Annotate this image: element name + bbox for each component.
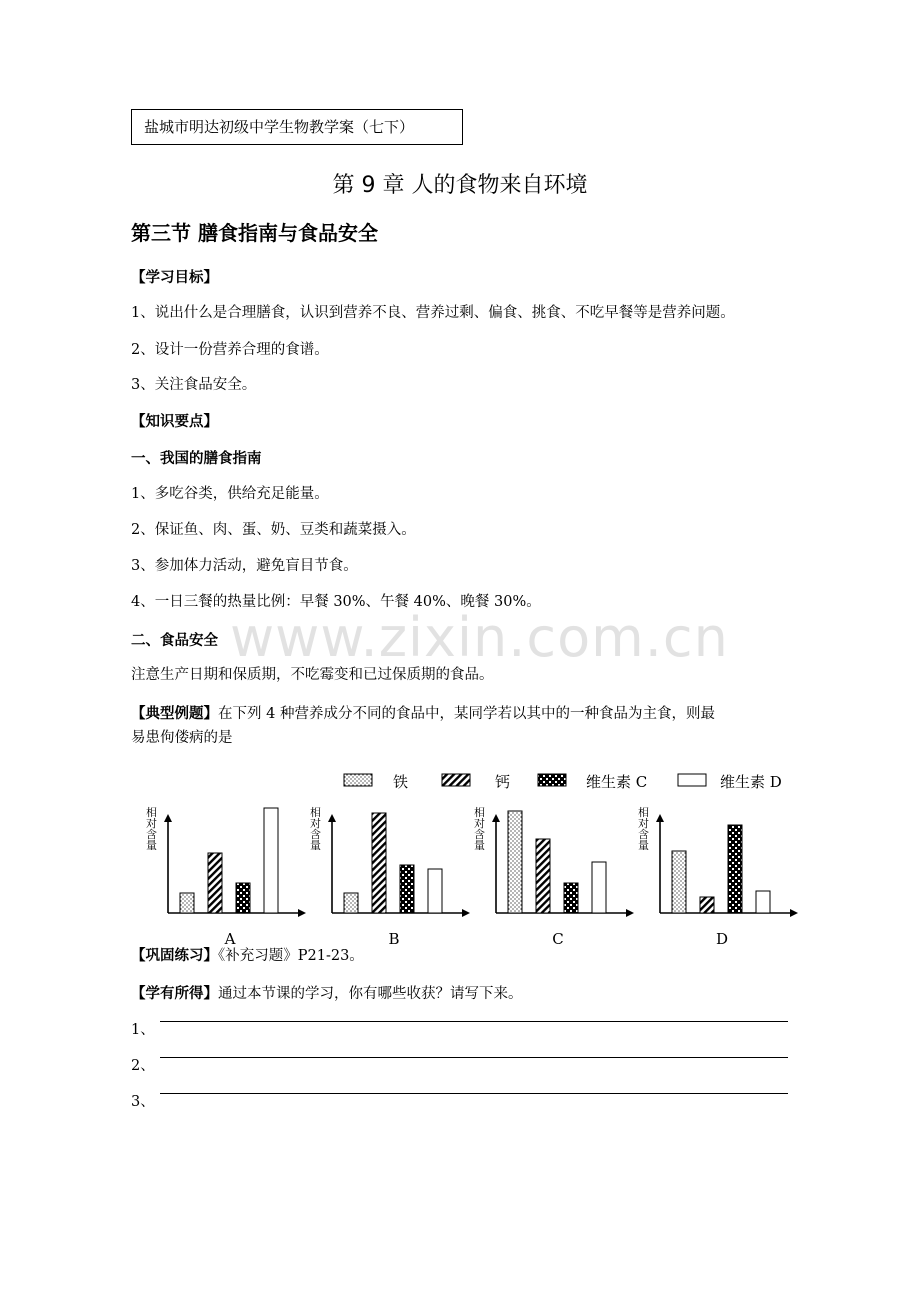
answer-line-1[interactable] [160, 1021, 788, 1022]
y-axis-label-char: 含 [146, 828, 157, 841]
y-axis-label-char: 量 [474, 839, 485, 852]
bar-a-3 [236, 883, 250, 913]
y-axis-label-char: 相 [638, 806, 649, 819]
example-line2: 易患佝偻病的是 [131, 730, 233, 746]
chapter-title: 第 9 章 人的食物来自环境 [332, 173, 588, 198]
y-axis-label-char: 量 [310, 839, 321, 852]
answer-line-3[interactable] [160, 1093, 788, 1094]
legend-label: 钙 [495, 773, 511, 791]
knowledge-heading: 【知识要点】 [131, 414, 218, 430]
y-axis-label-char: 对 [474, 817, 485, 830]
gains-heading: 【学有所得】 [131, 986, 218, 1002]
answer-label-2: 2、 [131, 1058, 155, 1074]
panel-label: B [388, 930, 400, 948]
bar-d-1 [672, 851, 686, 913]
knowledge-item: 3、参加体力活动，避免盲目节食。 [131, 558, 358, 574]
y-axis-label-char: 含 [474, 828, 485, 841]
example-line1 [131, 704, 715, 724]
bar-c-3 [564, 883, 578, 913]
section-title: 第三节 膳食指南与食品安全 [131, 221, 378, 245]
legend-label: 铁 [393, 773, 409, 791]
answer-label-3: 3、 [131, 1094, 155, 1110]
bar-c-4 [592, 862, 606, 913]
bar-d-3 [728, 825, 742, 913]
answer-label-1: 1、 [131, 1022, 155, 1038]
y-axis-label-char: 相 [310, 806, 321, 819]
knowledge-item: 2、保证鱼、肉、蛋、奶、豆类和蔬菜摄入。 [131, 522, 416, 538]
knowledge-item: 4、一日三餐的热量比例：早餐 30%、午餐 40%、晚餐 30%。 [131, 594, 541, 610]
bar-a-4 [264, 808, 278, 913]
objectives-heading: 【学习目标】 [131, 270, 218, 286]
chart-panel-c [474, 805, 632, 948]
panel-label: D [715, 930, 729, 948]
knowledge-part2-title: 二、食品安全 [131, 633, 218, 649]
knowledge-part2-text: 注意生产日期和保质期，不吃霉变和已过保质期的食品。 [131, 667, 494, 683]
chart-panels [146, 805, 796, 948]
chart-panel-b [310, 805, 468, 948]
bar-a-2 [208, 853, 222, 913]
panel-label: C [552, 930, 564, 948]
header-box: 盐城市明达初级中学生物教学案（七下） [131, 109, 463, 145]
watermark: www.zixin.com.cn [230, 606, 729, 669]
legend-swatch [344, 774, 372, 786]
legend-swatch [538, 774, 566, 786]
example-heading: 【典型例题】 [131, 706, 218, 722]
knowledge-item: 1、多吃谷类，供给充足能量。 [131, 486, 329, 502]
chart-panel-a [146, 805, 304, 948]
practice-line [131, 946, 364, 966]
y-axis-label-char: 含 [638, 828, 649, 841]
legend-swatch [678, 774, 706, 786]
bar-b-4 [428, 869, 442, 913]
y-axis-label-char: 相 [146, 806, 157, 819]
knowledge-part1-title: 一、我国的膳食指南 [131, 451, 262, 467]
legend-swatch [442, 774, 470, 786]
gains-line [131, 984, 523, 1004]
y-axis-label-char: 含 [310, 828, 321, 841]
objective-item: 3、关注食品安全。 [131, 377, 257, 393]
objective-item: 2、设计一份营养合理的食谱。 [131, 342, 329, 358]
practice-text: 《补充习题》P21-23。 [218, 948, 364, 964]
y-axis-label-char: 相 [474, 806, 485, 819]
example-text: 在下列 4 种营养成分不同的食品中，某同学若以其中的一种食品为主食，则最 [218, 706, 715, 722]
practice-heading: 【巩固练习】 [131, 948, 218, 964]
bar-a-1 [180, 893, 194, 913]
chart-legend [344, 773, 782, 791]
gains-text: 通过本节课的学习，你有哪些收获？请写下来。 [218, 986, 523, 1002]
objective-item: 1、说出什么是合理膳食，认识到营养不良、营养过剩、偏食、挑食、不吃早餐等是营养问题。 [131, 305, 735, 321]
bar-c-2 [536, 839, 550, 913]
y-axis-label-char: 量 [638, 839, 649, 852]
y-axis-label-char: 量 [146, 839, 157, 852]
panel-label: A [224, 930, 236, 948]
bar-d-2 [700, 897, 714, 913]
bar-b-1 [344, 893, 358, 913]
bar-c-1 [508, 811, 522, 913]
bar-b-2 [372, 813, 386, 913]
y-axis-label-char: 对 [146, 817, 157, 830]
answer-line-2[interactable] [160, 1057, 788, 1058]
bar-d-4 [756, 891, 770, 913]
legend-label: 维生素 D [720, 773, 782, 791]
legend-label: 维生素 C [586, 773, 648, 791]
nutrient-bar-charts [0, 760, 920, 950]
chart-panel-d [638, 805, 796, 948]
y-axis-label-char: 对 [638, 817, 649, 830]
y-axis-label-char: 对 [310, 817, 321, 830]
bar-b-3 [400, 865, 414, 913]
